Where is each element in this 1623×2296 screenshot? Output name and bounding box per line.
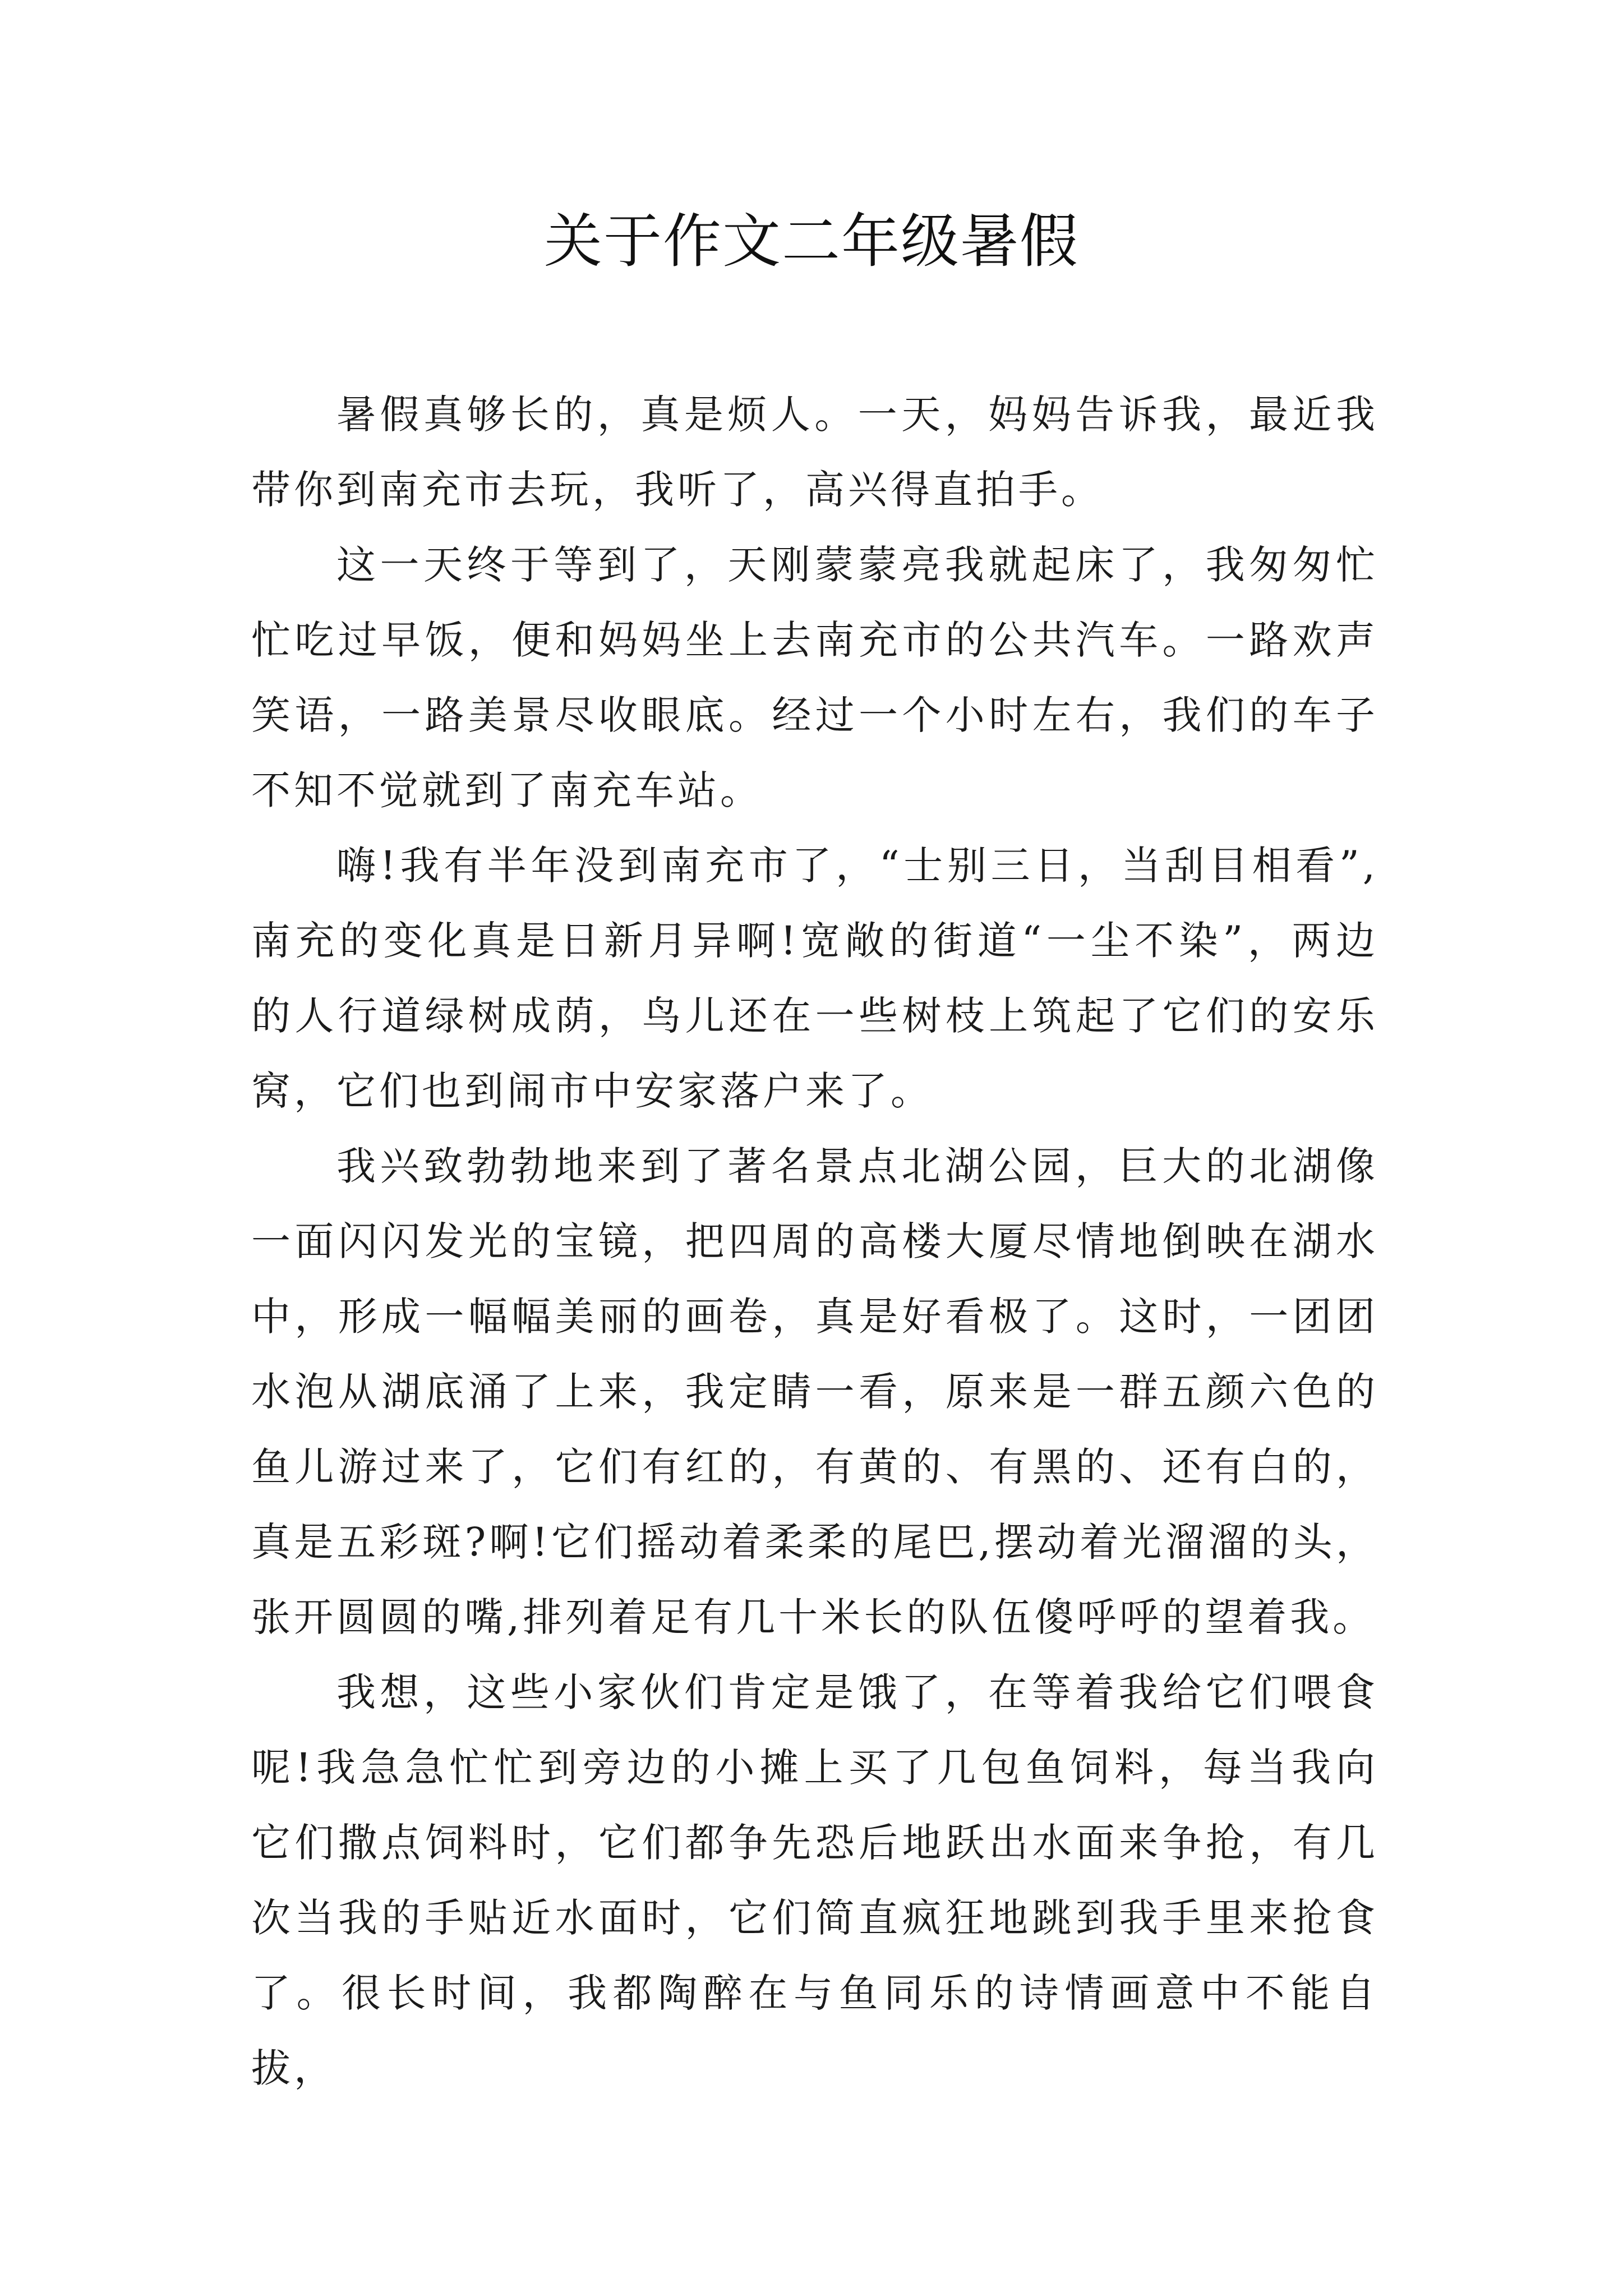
- paragraph-1: 暑假真够长的，真是烦人。一天，妈妈告诉我，最近我带你到南充市去玩，我听了，高兴得直拍手。: [251, 392, 1378, 513]
- document-title: 关于作文二年级暑假: [543, 207, 1079, 275]
- paragraph-2: 这一天终于等到了，天刚蒙蒙亮我就起床了，我匆匆忙忙吃过早饭，便和妈妈坐上去南充市的公共汽车。一路欢声笑语，一路美景尽收眼底。经过一个小时左右，我们的车子不知不觉就到了南充车站。: [251, 542, 1378, 813]
- paragraph-3: 嗨!我有半年没到南充市了，“士别三日，当刮目相看”,南充的变化真是日新月异啊!宽敞的街道“一尘不染”，两边的人行道绿树成荫，鸟儿还在一些树枝上筑起了它们的安乐窝，它们也到闹市中安家落户来了。: [251, 843, 1378, 1114]
- paragraph-4: 我兴致勃勃地来到了著名景点北湖公园，巨大的北湖像一面闪闪发光的宝镜，把四周的高楼大厦尽情地倒映在湖水中，形成一幅幅美丽的画卷，真是好看极了。这时，一团团水泡从湖底涌了上来，我定睛一看，原来是一群五颜六色的鱼儿游过来了，它们有红的，有黄的、有黑的、还有白的，真是五彩斑?啊!它们摇动着柔柔的尾巴,摆动着光溜溜的头，张开圆圆的嘴,排列着足有几十米长的队伍傻呼呼的望着我。: [251, 1143, 1378, 1640]
- document-body: [251, 377, 1378, 2106]
- paragraph-5: 我想，这些小家伙们肯定是饿了，在等着我给它们喂食呢!我急急忙忙到旁边的小摊上买了几包鱼饲料，每当我向它们撒点饲料时，它们都争先恐后地跃出水面来争抢，有几次当我的手贴近水面时，它们简直疯狂地跳到我手里来抢食了。很长时间，我都陶醉在与鱼同乐的诗情画意中不能自拔，: [251, 1669, 1378, 2091]
